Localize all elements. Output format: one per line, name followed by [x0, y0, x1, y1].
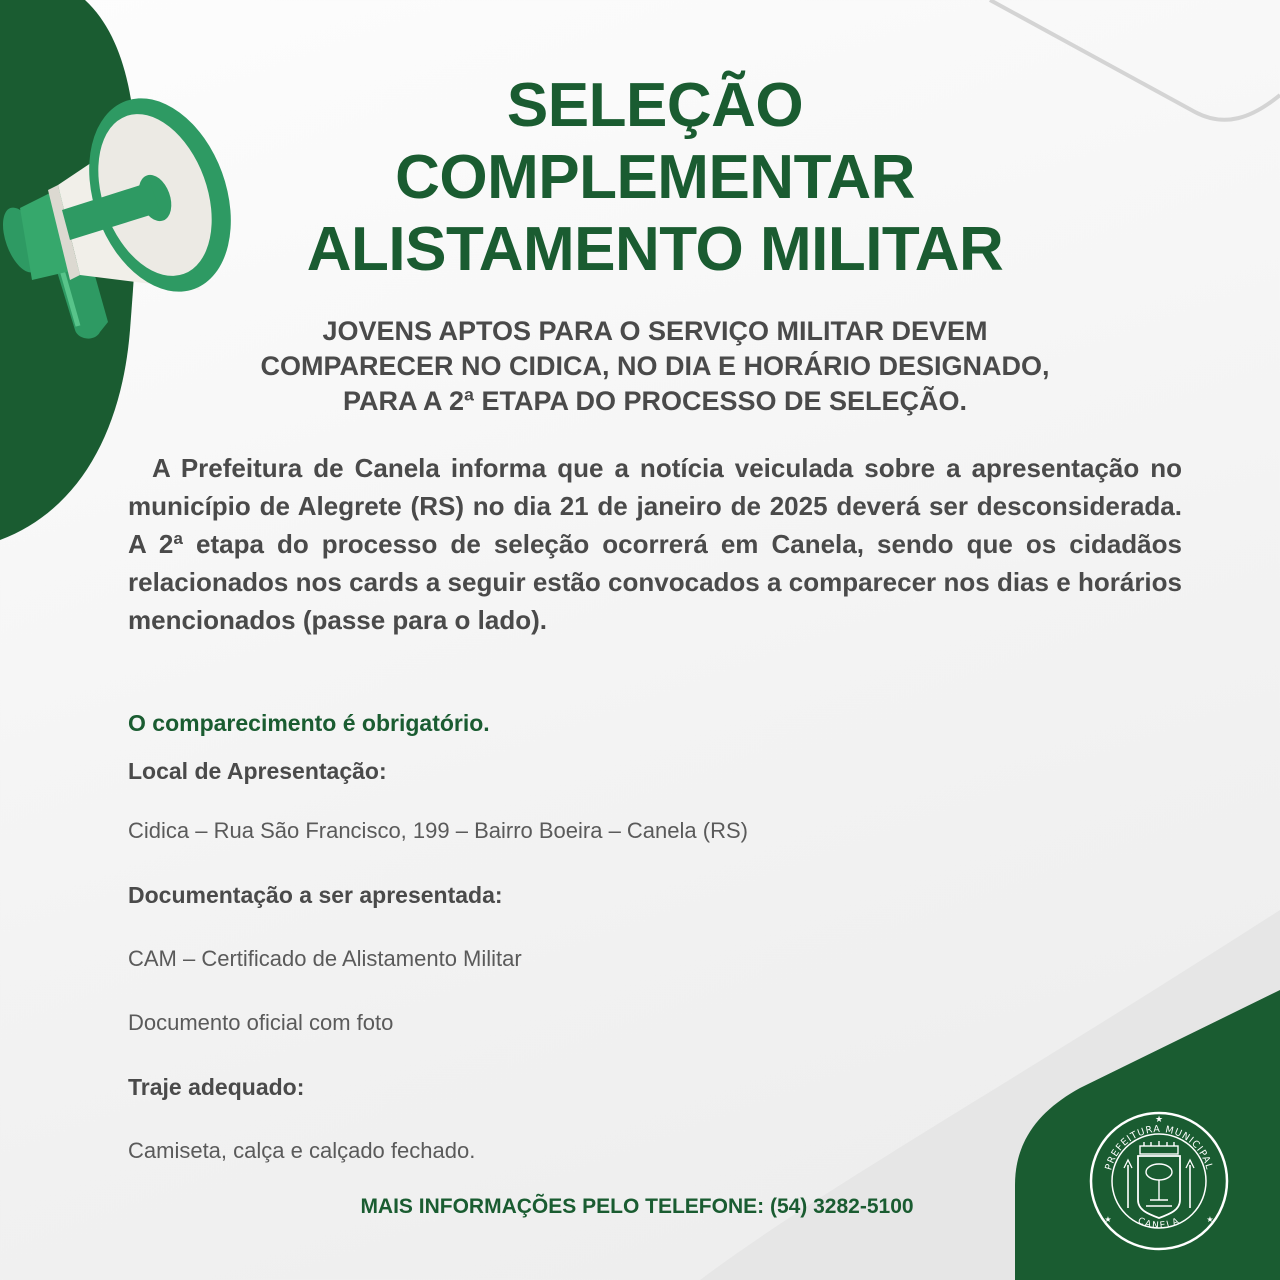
- subtitle: [0, 314, 1280, 419]
- svg-text:★: ★: [1104, 1215, 1112, 1224]
- mandatory-notice: O comparecimento é obrigatório.: [128, 710, 490, 736]
- phone-info: MAIS INFORMAÇÕES PELO TELEFONE: (54) 3282-5100: [360, 1195, 914, 1218]
- attire-value: Camiseta, calça e calçado fechado.: [128, 1138, 476, 1163]
- attire-label: Traje adequado:: [128, 1074, 305, 1100]
- title-line: ALISTAMENTO MILITAR: [306, 215, 1004, 284]
- municipal-seal-icon: [1088, 1110, 1230, 1252]
- document-item: Documento oficial com foto: [128, 1010, 394, 1035]
- svg-text:★: ★: [1206, 1215, 1214, 1224]
- title-line: COMPLEMENTAR: [395, 143, 915, 212]
- document-item: CAM – Certificado de Alistamento Militar: [128, 946, 522, 971]
- announcement-paragraph: A Prefeitura de Canela informa que a notícia veiculada sobre a apresentação no município de Alegrete (RS) no dia 21 de janeiro de 2025 deverá ser desconsiderada. A 2ª etapa do processo de seleção ocorrerá em Canela, sendo que os cidadãos relacionados nos cards a seguir estão convocados a comparecer nos dias e horários mencionados (passe para o lado).: [128, 453, 1182, 635]
- documents-label: Documentação a ser apresentada:: [128, 882, 503, 908]
- title-line: SELEÇÃO: [506, 71, 804, 140]
- subtitle-line: JOVENS APTOS PARA O SERVIÇO MILITAR DEVEM: [322, 316, 988, 346]
- location-label: Local de Apresentação:: [128, 758, 387, 784]
- subtitle-line: COMPARECER NO CIDICA, NO DIA E HORÁRIO DESIGNADO,: [260, 351, 1050, 381]
- page-title: [0, 70, 1280, 286]
- seal-top-text: PREFEITURA MUNICIPAL: [1103, 1123, 1215, 1172]
- location-value: Cidica – Rua São Francisco, 199 – Bairro Boeira – Canela (RS): [128, 818, 748, 843]
- svg-text:★: ★: [1154, 1114, 1164, 1124]
- seal-bottom-text: CANELA: [1135, 1216, 1183, 1232]
- subtitle-line: PARA A 2ª ETAPA DO PROCESSO DE SELEÇÃO.: [342, 386, 968, 416]
